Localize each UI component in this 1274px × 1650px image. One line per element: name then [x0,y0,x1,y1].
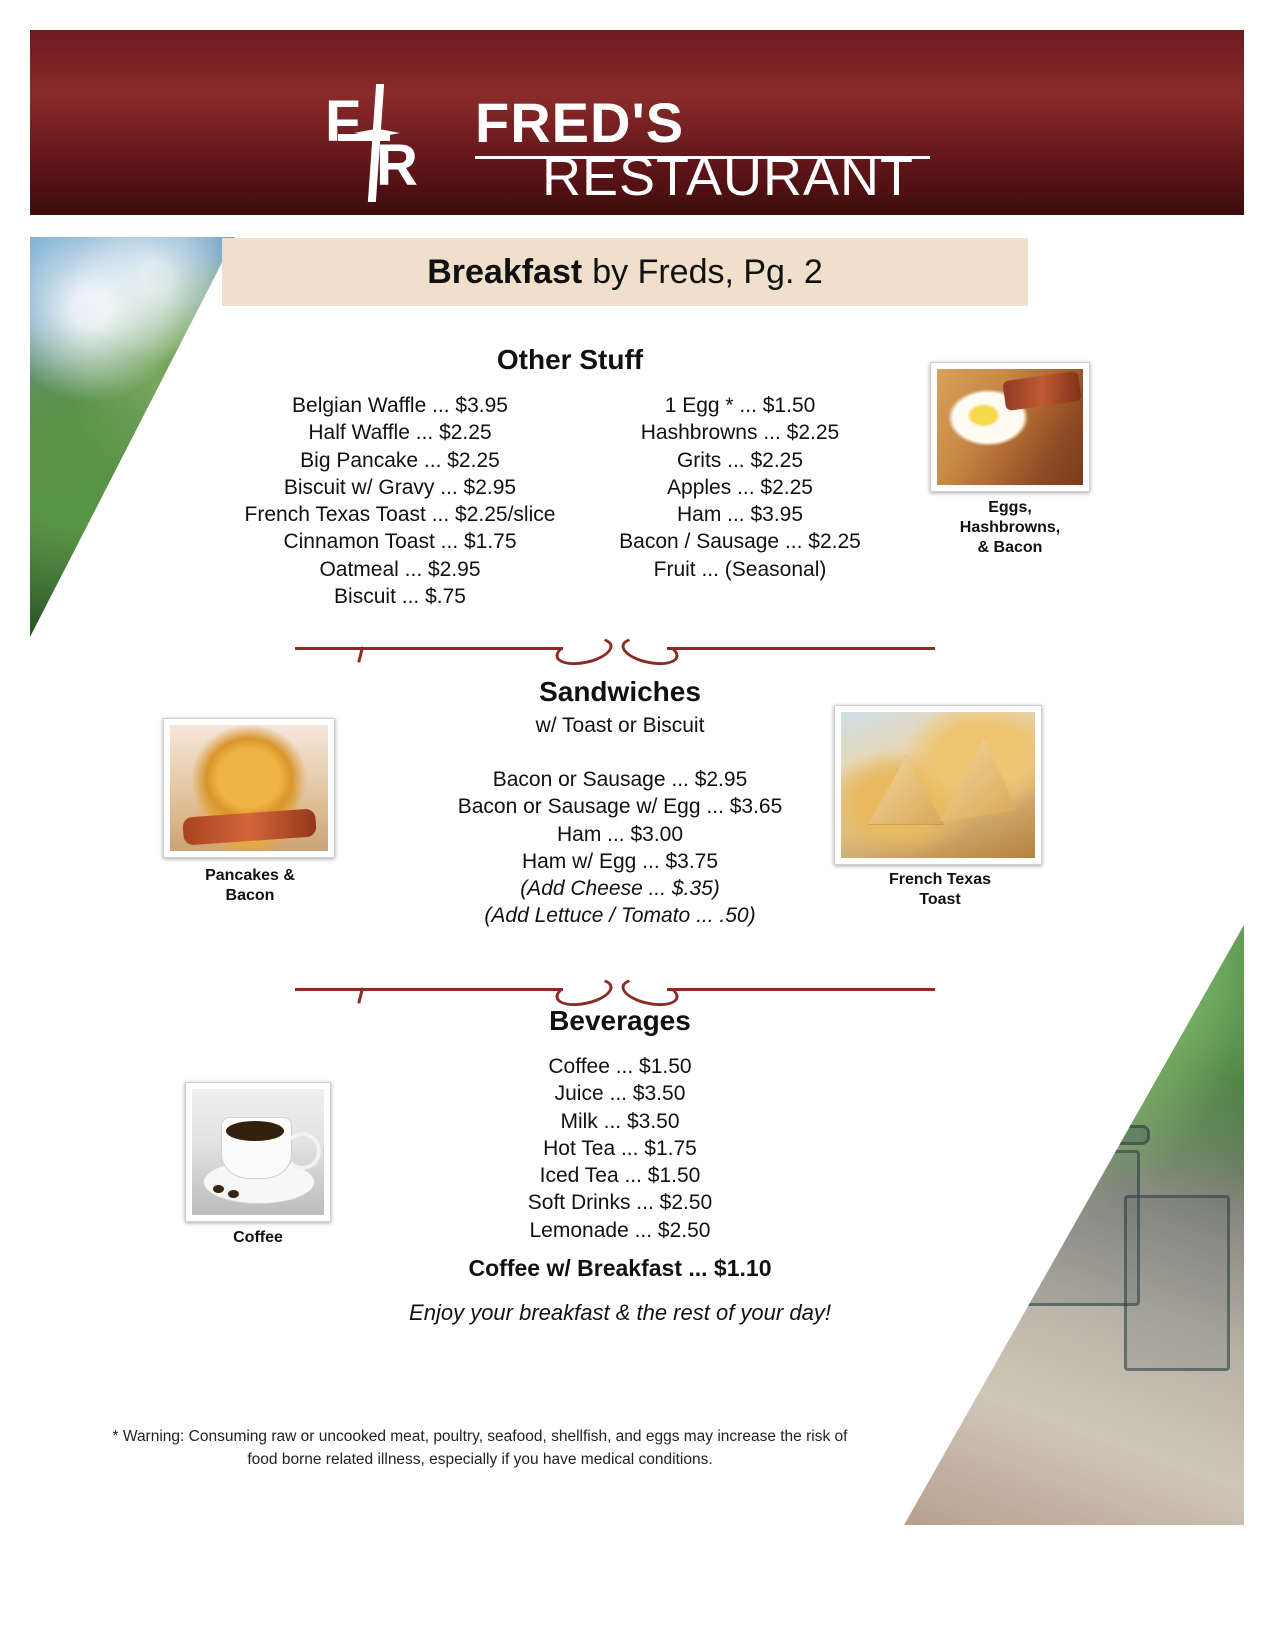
sandwiches-list [340,766,900,930]
toast-wedge-shape-2 [934,738,1017,822]
menu-item: Half Waffle ... $2.25 [308,421,492,445]
menu-item: Biscuit ... $.75 [334,585,466,609]
menu-item: Bacon / Sausage ... $2.25 [619,530,861,554]
tree-sky-photo-corner [30,237,235,637]
divider-tail [357,987,375,1006]
section-sandwiches [340,676,900,930]
menu-item: Iced Tea ... $1.50 [539,1164,701,1188]
toast-photo-image [841,712,1035,858]
other-stuff-right-column [570,392,910,610]
section-other-stuff [230,344,910,610]
menu-item: Soft Drinks ... $2.50 [527,1191,713,1215]
divider-bar-left [295,988,563,991]
menu-item: Lemonade ... $2.50 [529,1218,711,1242]
ornamental-divider [295,977,935,1003]
divider-knot-icon [547,636,687,662]
logo-letter-f: F [325,89,362,154]
brand-name-line2: RESTAURANT [542,147,915,207]
divider-tail [357,646,375,665]
divider-bar-right [667,988,935,991]
toast-photo-caption: French Texas Toast [889,871,991,908]
menu-item: Bacon or Sausage ... $2.95 [492,768,748,791]
eggs-photo-image [937,369,1083,485]
section-beverages [340,1005,900,1244]
other-stuff-heading: Other Stuff [496,344,644,375]
menu-item: Oatmeal ... $2.95 [319,557,481,581]
eggs-photo-caption: Eggs, Hashbrowns, & Bacon [959,499,1061,556]
page-title-rest: by Freds, Pg. 2 [592,252,823,291]
divider-bar-right [667,647,935,650]
patio-chair-shape-1 [1024,1150,1140,1306]
menu-item: 1 Egg * ... $1.50 [664,394,816,417]
sandwiches-subheading: w/ Toast or Biscuit [535,714,705,737]
menu-item: Hot Tea ... $1.75 [543,1136,697,1160]
coffee-with-breakfast-note: Coffee w/ Breakfast ... $1.10 [468,1255,772,1281]
restaurant-logo [320,90,960,210]
menu-item-addon: (Add Lettuce / Tomato ... .50) [484,904,756,928]
menu-item: Biscuit w/ Gravy ... $2.95 [283,475,517,499]
coffee-photo [185,1082,331,1222]
coffee-bean-shape [213,1185,224,1193]
divider-knot-icon [547,977,687,1003]
closing-note: Enjoy your breakfast & the rest of your day! [409,1300,831,1325]
eggs-hashbrowns-bacon-photo [930,362,1090,492]
menu-item: Big Pancake ... $2.25 [300,448,500,472]
logo-letter-r: R [376,133,418,198]
fr-monogram-icon [320,90,450,200]
menu-item: Milk ... $3.50 [560,1109,680,1133]
french-texas-toast-photo [834,705,1042,865]
pancakes-photo-image [170,725,328,851]
menu-item: Apples ... $2.25 [667,475,813,499]
page-title-bold: Breakfast [427,252,583,291]
patio-chair-shape-2 [1124,1195,1230,1371]
menu-item: Bacon or Sausage w/ Egg ... $3.65 [457,795,783,819]
coffee-surface-shape [226,1121,284,1141]
cup-handle-shape [284,1132,321,1170]
coffee-bean-shape [228,1190,239,1198]
bacon-shape [1002,371,1081,411]
menu-item: Juice ... $3.50 [554,1082,686,1106]
divider-bar-left [295,647,563,650]
menu-item: Fruit ... (Seasonal) [653,557,827,581]
menu-item: Coffee ... $1.50 [548,1055,692,1078]
other-stuff-left-column [230,392,570,610]
menu-item: Ham ... $3.00 [556,822,684,846]
patio-photo-corner [904,925,1244,1525]
patio-table-shape [964,1125,1150,1145]
bacon-shape [182,809,316,846]
menu-item-addon: (Add Cheese ... $.35) [520,877,720,901]
beverages-list [340,1053,900,1244]
sandwiches-heading: Sandwiches [539,676,701,707]
pancakes-photo-caption: Pancakes & Bacon [205,867,295,904]
page-title-band [222,238,1028,306]
menu-item: Belgian Waffle ... $3.95 [292,394,508,417]
ornamental-divider [295,636,935,662]
menu-item: Hashbrowns ... $2.25 [640,421,840,445]
beverages-heading: Beverages [549,1005,691,1036]
brand-name-line1: FRED'S [475,91,685,154]
coffee-photo-caption: Coffee [233,1229,283,1246]
menu-item: French Texas Toast ... $2.25/slice [244,503,556,527]
footer-warning-text: * Warning: Consuming raw or uncooked meat, poultry, seafood, shellfish, and eggs may increase the risk of food borne related illness, especially if you have medical conditions. [112,1428,848,1469]
coffee-photo-image [192,1089,324,1215]
menu-item: Grits ... $2.25 [676,448,804,472]
menu-item: Cinnamon Toast ... $1.75 [283,530,517,554]
menu-item: Ham ... $3.95 [676,503,804,527]
menu-item: Ham w/ Egg ... $3.75 [521,849,719,873]
header-banner [30,30,1244,215]
pancakes-bacon-photo [163,718,335,858]
toast-wedge-shape-1 [868,756,944,825]
